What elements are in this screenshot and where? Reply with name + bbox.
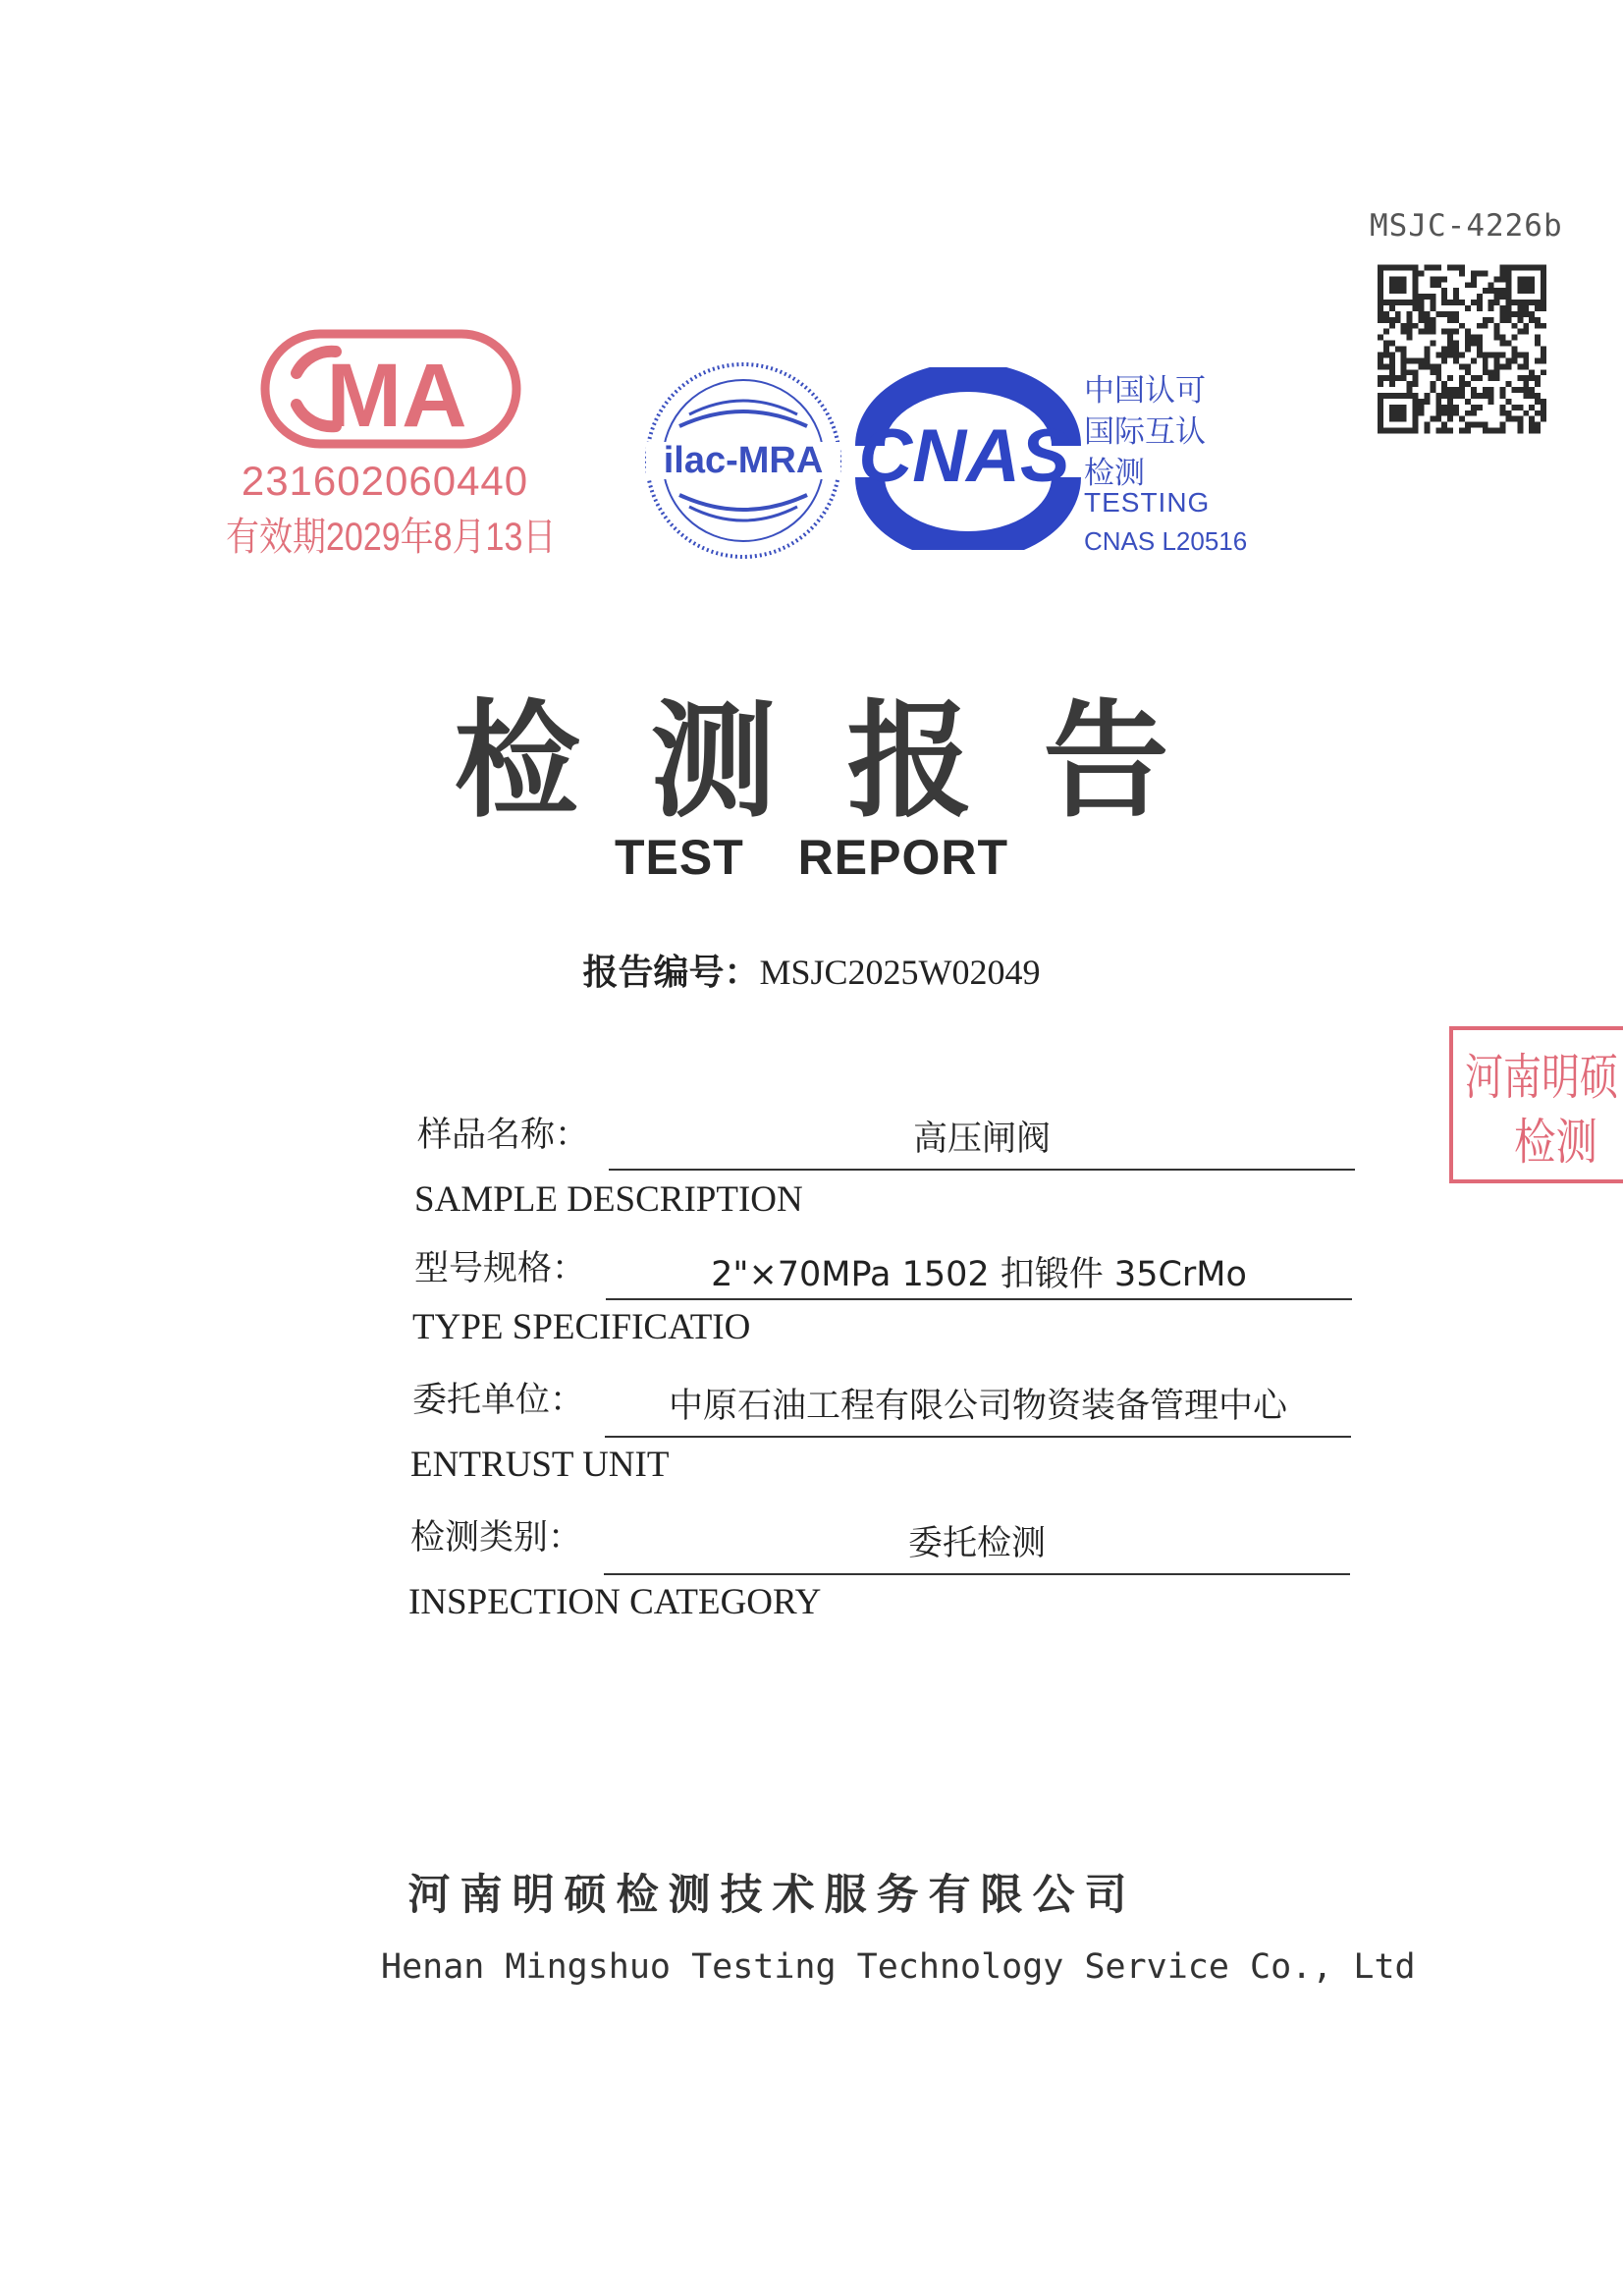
cma-cert-number: 231602060440	[241, 458, 529, 504]
cnas-text-testing-cn: 检测	[1084, 456, 1145, 490]
company-name-en: Henan Mingshuo Testing Technology Service Co., Ltd	[381, 1947, 1416, 1987]
ilac-mra-logo	[640, 357, 846, 564]
cnas-text-testing: TESTING	[1084, 487, 1211, 518]
report-title-en: TEST REPORT	[614, 830, 1009, 885]
report-number	[0, 945, 1623, 995]
cnas-text-mutual: 国际互认	[1084, 414, 1206, 449]
inspection-category-value: 委托检测	[907, 1524, 1046, 1563]
sample-description-label: SAMPLE DESCRIPTION	[414, 1179, 803, 1220]
report-number-value: MSJC2025W02049	[759, 953, 1041, 992]
report-number-label: 报告编号：	[582, 953, 760, 993]
entrust-unit-en-label: ENTRUST UNIT	[410, 1445, 670, 1485]
cnas-logo	[846, 367, 1082, 550]
inspection-category-en-label: INSPECTION CATEGORY	[408, 1582, 822, 1622]
entrust-unit-value: 中原石油工程有限公司物资装备管理中心	[668, 1387, 1287, 1426]
cnas-mark-text: CNAS	[858, 414, 1070, 498]
cnas-number: CNAS L20516	[1084, 526, 1248, 556]
cma-stamp-logo	[257, 324, 524, 454]
report-title-cn: 检测报告	[454, 687, 1240, 835]
seal-text-line-1: 河南明硕	[1465, 1050, 1618, 1105]
seal-text-line-2: 检测	[1514, 1115, 1597, 1170]
sample-name-label: 样品名称：	[417, 1116, 590, 1155]
type-specification-label: TYPE SPECIFICATIO	[412, 1307, 751, 1347]
ilac-mark-text: ilac-MRA	[663, 440, 824, 481]
cma-mark-text: MA	[326, 346, 467, 446]
entrust-unit-underline	[605, 1436, 1351, 1438]
inspection-category-underline	[604, 1573, 1350, 1575]
cnas-text-recognition: 中国认可	[1084, 373, 1206, 408]
qr-code-icon	[1378, 263, 1546, 435]
type-spec-value: 2"×70MPa 1502 扣锻件 35CrMo	[711, 1255, 1247, 1294]
cma-validity-date: 有效期2029年8月13日	[226, 516, 557, 559]
type-spec-underline	[606, 1298, 1352, 1300]
type-spec-label: 型号规格：	[414, 1249, 587, 1288]
entrust-unit-label: 委托单位：	[412, 1381, 585, 1420]
company-seal-stamp	[1449, 1026, 1623, 1191]
form-code: MSJC-4226b	[1370, 208, 1563, 244]
company-name-cn: 河南明硕检测技术服务有限公司	[407, 1871, 1137, 1920]
inspection-category-label: 检测类别：	[410, 1518, 583, 1558]
sample-name-value: 高压闸阀	[912, 1120, 1051, 1159]
sample-name-underline	[609, 1169, 1355, 1171]
